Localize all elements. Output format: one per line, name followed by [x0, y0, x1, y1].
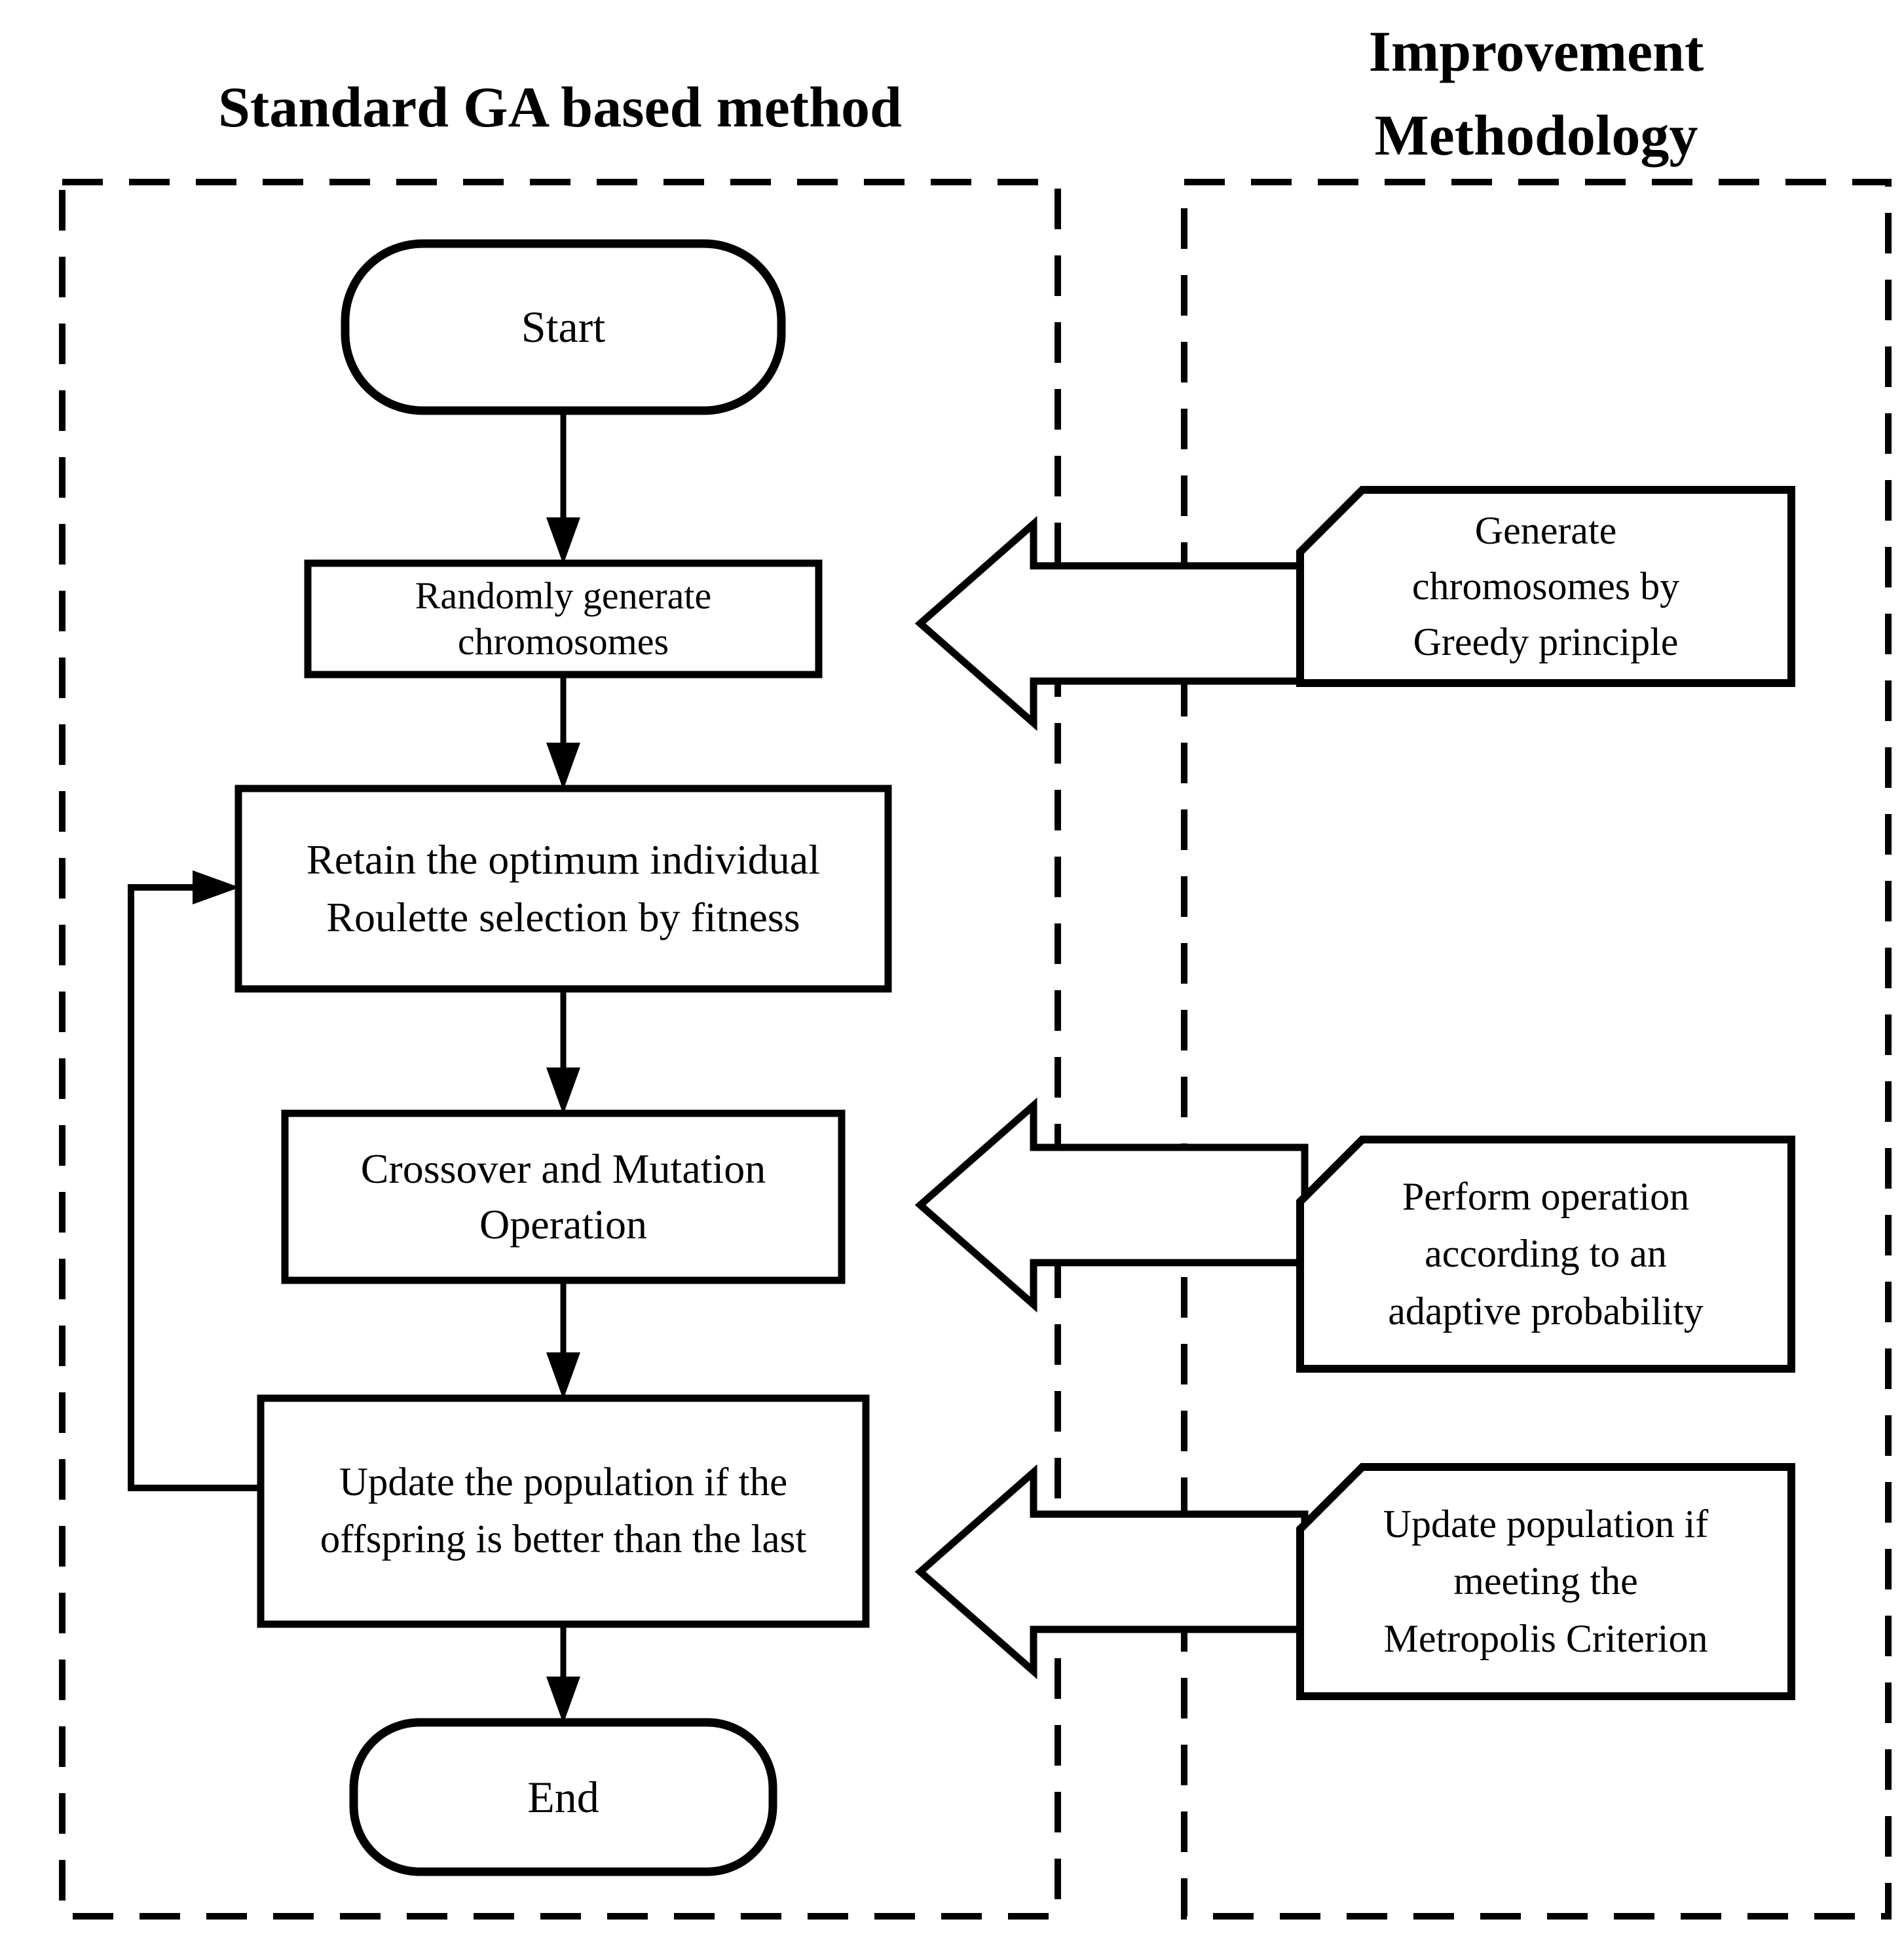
hollow-arrow-metropolis-icon [920, 1472, 1305, 1671]
callout-greedy-label: Generate chromosomes by Greedy principle [1411, 508, 1680, 664]
arrowhead-update-end-icon [546, 1677, 580, 1724]
arrowhead-start-generate-icon [546, 517, 580, 565]
left-panel-dashed-border [62, 182, 1058, 1916]
crossover-node-label: Crossover and Mutation Operation [360, 1145, 766, 1248]
arrowhead-crossover-update-icon [546, 1352, 580, 1400]
start-node-label: Start [521, 302, 606, 352]
left-panel-title: Standard GA based method [217, 76, 902, 139]
arrowhead-retain-crossover-icon [546, 1067, 580, 1115]
arrowhead-generate-retain-icon [546, 743, 580, 790]
update-node-label: Update the population if the offspring is better than the last [320, 1460, 807, 1561]
callout-adaptive-label: Perform operation according to an adaptive probability [1388, 1174, 1704, 1333]
feedback-arrowhead-icon [193, 870, 240, 904]
hollow-arrow-adaptive-icon [920, 1105, 1305, 1305]
callout-metropolis-label: Update population if meeting the Metropolis Criterion [1383, 1502, 1709, 1660]
hollow-arrow-greedy-icon [920, 524, 1305, 723]
generate-node-label: Randomly generate chromosomes [415, 574, 712, 663]
end-node-label: End [527, 1772, 599, 1822]
retain-node-label: Retain the optimum individual Roulette selection by fitness [307, 836, 820, 940]
right-panel-title-line1: Improvement [1368, 20, 1704, 84]
right-panel-title-line2: Methodology [1374, 104, 1698, 168]
right-panel-title [1184, 10, 1888, 178]
